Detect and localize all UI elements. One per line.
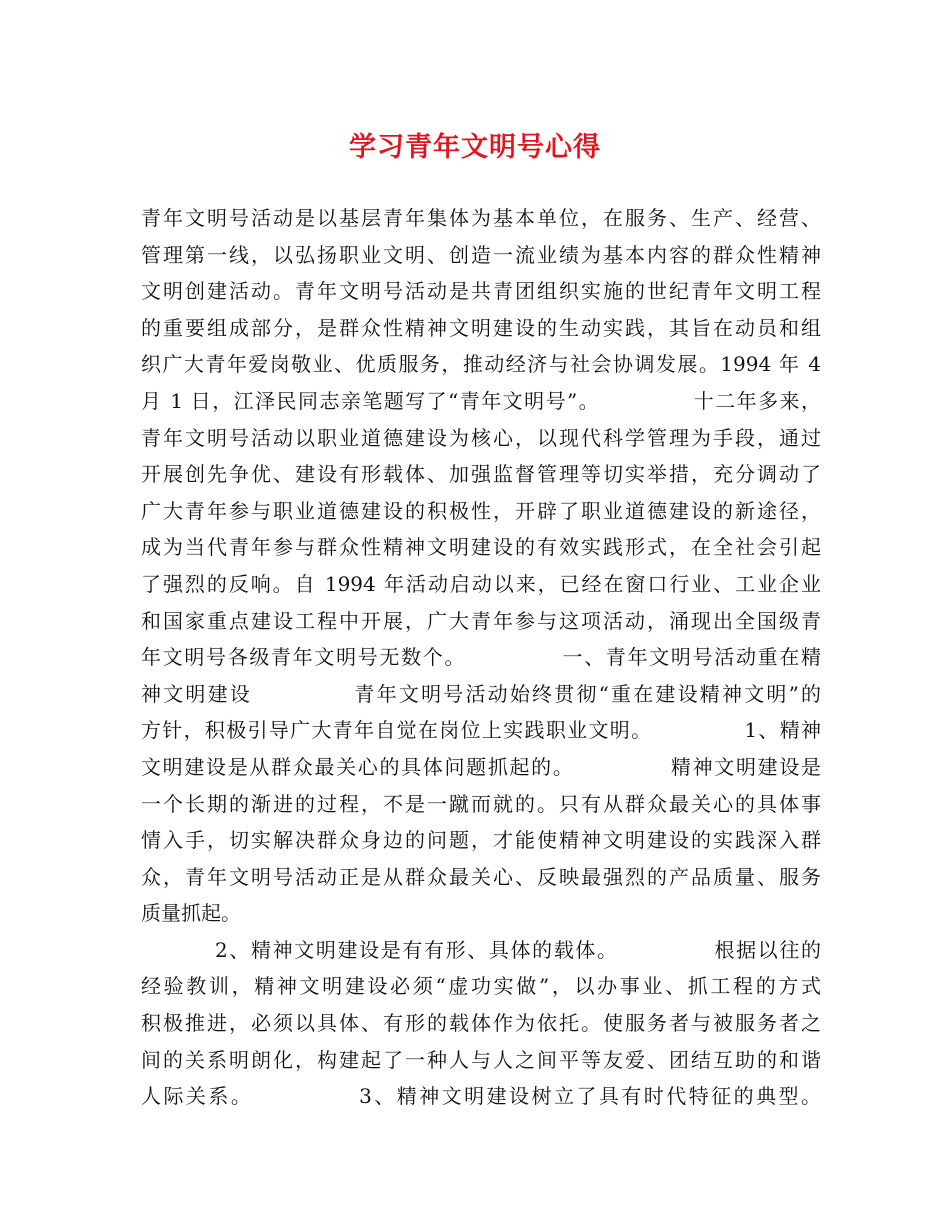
text-line: 织广大青年爱岗敬业、优质服务，推动经济与社会协调发展。1994 年 4 — [141, 352, 821, 377]
text-line: 青年文明号活动是以基层青年集体为基本单位，在服务、生产、经营、 — [141, 206, 821, 230]
text-line: 青年文明号活动以职业道德建设为核心，以现代科学管理为手段，通过 — [141, 425, 821, 450]
text-line: 广大青年参与职业道德建设的积极性，开辟了职业道德建设的新途径， — [141, 498, 821, 523]
text-line: 经验教训，精神文明建设必须“虚功实做”，以办事业、抓工程的方式 — [141, 974, 821, 999]
text-line: 神文明建设 青年文明号活动始终贯彻“重在建设精神文明”的 — [141, 681, 821, 706]
text-line: 了强烈的反响。自 1994 年活动启动以来，已经在窗口行业、工业企业 — [141, 571, 821, 596]
document-title: 学习青年文明号心得 — [349, 132, 601, 163]
text-line: 质量抓起。 — [141, 901, 241, 926]
text-line: 一个长期的渐进的过程，不是一蹴而就的。只有从群众最关心的具体事 — [141, 791, 821, 816]
text-line: 开展创先争优、建设有形载体、加强监督管理等切实举措，充分调动了 — [141, 462, 821, 487]
text-line: 众，青年文明号活动正是从群众最关心、反映最强烈的产品质量、服务 — [141, 864, 821, 889]
text-line: 的重要组成部分，是群众性精神文明建设的生动实践，其旨在动员和组 — [141, 315, 821, 340]
paragraph-2 — [141, 932, 821, 1115]
text-line: 情入手，切实解决群众身边的问题，才能使精神文明建设的实践深入群 — [141, 828, 821, 853]
paragraph-1 — [141, 200, 821, 932]
text-line: 文明建设是从群众最关心的具体问题抓起的。 精神文明建设是 — [141, 754, 821, 779]
text-line: 方针，积极引导广大青年自觉在岗位上实践职业文明。 1、精神 — [141, 718, 821, 743]
text-line: 年文明号各级青年文明号无数个。 一、青年文明号活动重在精 — [141, 645, 821, 670]
text-line: 月 1 日，江泽民同志亲笔题写了“青年文明号”。 十二年多来， — [141, 388, 821, 413]
text-line: 积极推进，必须以具体、有形的载体作为依托。使服务者与被服务者之 — [141, 1011, 821, 1036]
text-line: 和国家重点建设工程中开展，广大青年参与这项活动，涌现出全国级青 — [141, 608, 821, 633]
text-line: 人际关系。 3、精神文明建设树立了具有时代特征的典型。 — [141, 1084, 821, 1109]
text-line: 成为当代青年参与群众性精神文明建设的有效实践形式，在全社会引起 — [141, 535, 821, 560]
text-line: 管理第一线，以弘扬职业文明、创造一流业绩为基本内容的群众性精神 — [141, 242, 821, 267]
text-line: 2、精神文明建设是有有形、具体的载体。 根据以往的 — [215, 937, 821, 962]
text-line: 间的关系明朗化，构建起了一种人与人之间平等友爱、团结互助的和谐 — [141, 1047, 821, 1072]
document-body — [141, 200, 821, 1115]
text-line: 文明创建活动。青年文明号活动是共青团组织实施的世纪青年文明工程 — [141, 279, 821, 304]
